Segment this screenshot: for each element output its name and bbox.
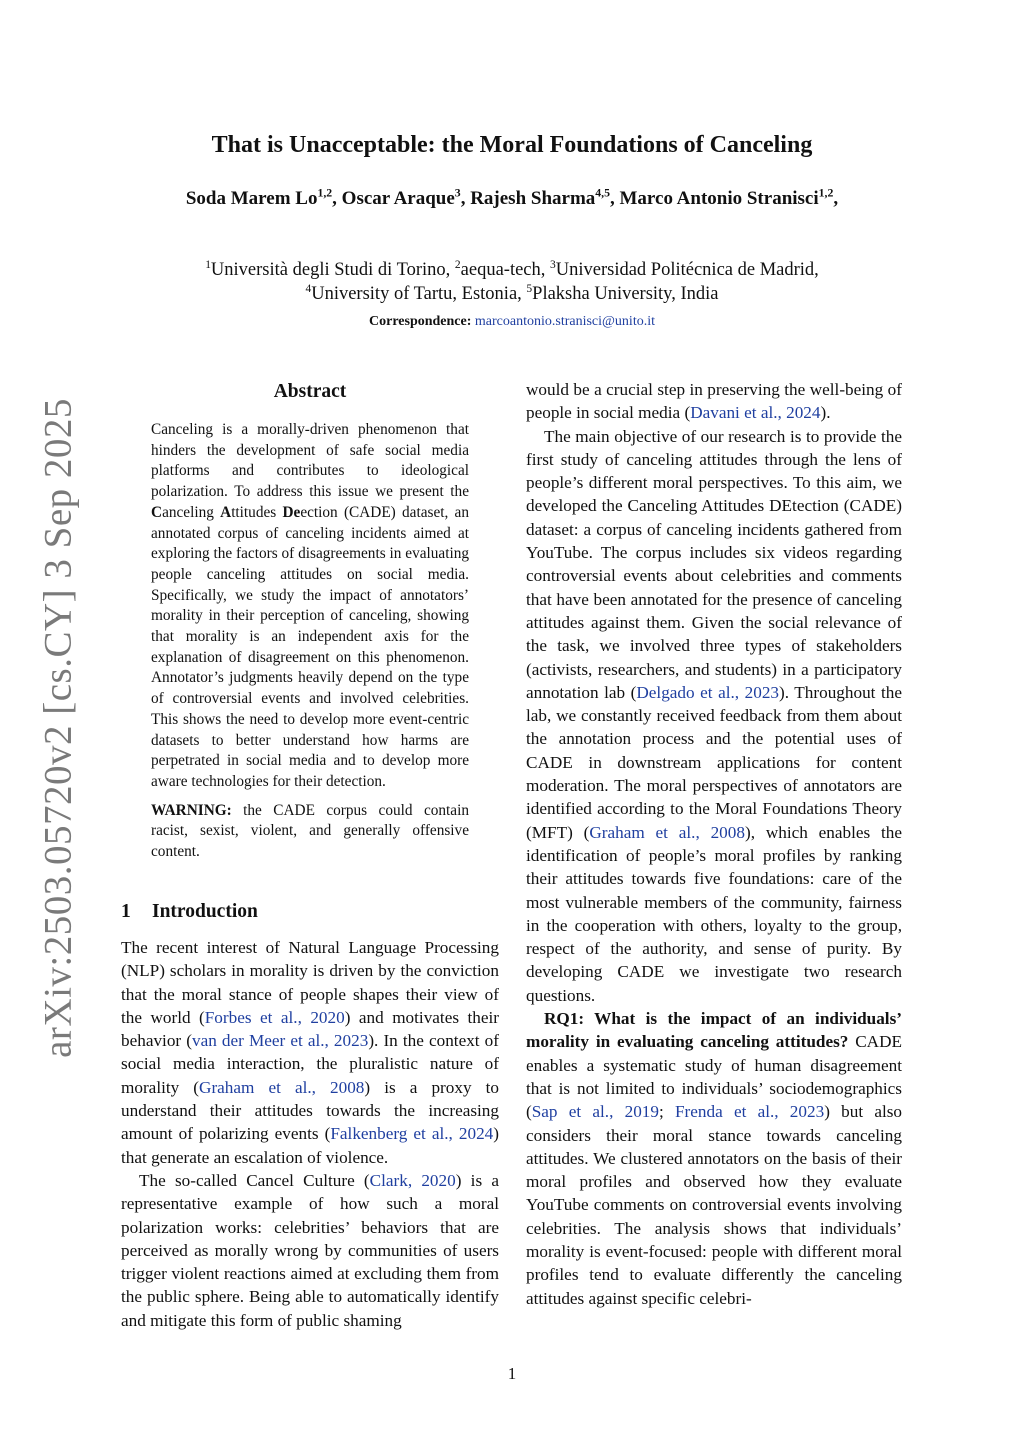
abstract-body bbox=[151, 420, 469, 863]
body-text: ). In the context of social media interaction, the pluralistic nature of morality ( bbox=[121, 1031, 499, 1097]
affiliation-line bbox=[0, 258, 1024, 282]
abstract-text: anceling bbox=[162, 503, 221, 521]
affiliation-separator: , bbox=[814, 260, 819, 280]
citation-link[interactable]: van der Meer et al., 2023 bbox=[191, 1031, 369, 1051]
body-text: ; bbox=[658, 1102, 675, 1122]
citation-link[interactable]: Sap et al., 2019 bbox=[531, 1102, 659, 1122]
affiliation-separator: , bbox=[445, 260, 455, 280]
abstract-text: Canceling is a morally-driven phenomenon that hinders the development of safe social media platforms and contributes to ideological polarization. To address this issue we present the bbox=[151, 421, 469, 501]
author-separator: , bbox=[833, 188, 839, 209]
page-number: 1 bbox=[507, 1364, 517, 1383]
body-text: ) that generate an escalation of violence. bbox=[121, 1124, 499, 1167]
citation-link[interactable]: Forbes et al., 2020 bbox=[204, 1007, 345, 1027]
citation-link[interactable]: Graham et al., 2008 bbox=[199, 1077, 365, 1097]
body-text: The recent interest of Natural Language Processing (NLP) scholars in morality is driven by the conviction that the moral stance of people shapes their view of the world ( bbox=[121, 938, 499, 1027]
affiliation-separator: , bbox=[540, 260, 551, 280]
author-affiliation-mark: 1,2 bbox=[317, 186, 333, 200]
body-paragraph bbox=[121, 1169, 499, 1332]
body-text: The main objective of our research is to provide the first study of canceling attitudes through the lens of people’s different moral perspectives. To this aim, we developed the Canceling Attitudes DEtection (CADE) dataset: a corpus of canceling incidents gathered from YouTube. The corpus includes six videos regarding controversial events about celebrities and comments that have been annotated for the presence of canceling attitudes against them. Given the social relevance of the task, we involved three types of stakeholders (activists, researchers, and students) in a participatory annotation lab ( bbox=[526, 426, 902, 702]
body-paragraph bbox=[526, 378, 902, 425]
body-text: ) is a representative example of how such a moral polarization works: celebrities’ behaviors that are perceived as morally wrong by communities of users trigger violent reactions aimed at excluding them from the public sphere. Being able to automatically identify and mitigate this form of public shaming bbox=[121, 1170, 499, 1330]
author-affiliation-mark: 3 bbox=[454, 186, 461, 200]
author-affiliation-mark: 4,5 bbox=[595, 186, 610, 200]
affiliation-number: 2 bbox=[454, 258, 461, 271]
citation-link[interactable]: Frenda et al., 2023 bbox=[675, 1102, 825, 1122]
acronym-letter: C bbox=[151, 503, 163, 521]
body-text: ) and motivates their behavior ( bbox=[121, 1007, 499, 1051]
author-separator: , bbox=[332, 188, 342, 209]
body-text: ) but also considers their moral stance towards canceling attitudes. We clustered annotators on the basis of their moral profiles and observed how they evaluate YouTube comments on controversial events involving celebrities. The analysis shows that individuals’ morality is event-focused: people with different moral profiles tend to evaluate differently the canceling attitudes against specific celebri- bbox=[526, 1102, 903, 1308]
warning-text: the CADE corpus could contain racist, sexist, violent, and generally offensive content. bbox=[151, 801, 469, 861]
abstract-heading: Abstract bbox=[273, 381, 347, 402]
author-name: Soda Marem Lo bbox=[185, 188, 318, 209]
affiliation-line bbox=[0, 282, 1024, 306]
affiliation-separator: , bbox=[517, 284, 527, 304]
correspondence bbox=[0, 312, 1024, 332]
body-text: ). Throughout the lab, we constantly received feedback from them about the annotation process and the potential uses of CADE in downstream applications for content moderation. The moral perspectives of annotators are identified according to the Moral Foundations Theory (MFT) ( bbox=[526, 682, 902, 842]
section-number: 1 bbox=[121, 901, 131, 922]
warning-label: WARNING: bbox=[151, 801, 232, 819]
author-name: Marco Antonio Stranisci bbox=[619, 188, 819, 209]
left-column-body bbox=[121, 936, 499, 1332]
acronym-letter: De bbox=[282, 503, 301, 521]
affiliation-number: 5 bbox=[526, 282, 533, 295]
author-list bbox=[0, 185, 1024, 213]
correspondence-email-link[interactable]: marcoantonio.stranisci@unito.it bbox=[474, 314, 655, 329]
body-text: ). bbox=[820, 403, 831, 423]
author-name: Rajesh Sharma bbox=[470, 188, 596, 209]
arxiv-identifier: arXiv:2503.05720v2 [cs.CY] 3 Sep 2025 bbox=[36, 398, 80, 1058]
affiliation-number: 3 bbox=[550, 258, 556, 271]
citation-link[interactable]: Clark, 2020 bbox=[369, 1170, 456, 1190]
body-text: The so-called Cancel Culture ( bbox=[139, 1170, 370, 1190]
research-question-label: RQ1: What is the impact of an individuals’ morality in evaluating canceling attitudes? bbox=[526, 1009, 902, 1052]
correspondence-label: Correspondence: bbox=[369, 314, 472, 329]
author-affiliation-mark: 1,2 bbox=[818, 186, 834, 200]
affiliation-name: Università degli Studi di Torino bbox=[210, 260, 446, 280]
citation-link[interactable]: Falkenberg et al., 2024 bbox=[330, 1124, 494, 1144]
body-paragraph bbox=[526, 425, 902, 1007]
body-paragraph bbox=[121, 936, 499, 1169]
right-column-body bbox=[526, 378, 902, 1310]
citation-link[interactable]: Graham et al., 2008 bbox=[589, 822, 745, 842]
author-separator: , bbox=[610, 188, 620, 209]
affiliation-name: Plaksha University, India bbox=[532, 284, 719, 304]
abstract-text: ttitudes bbox=[231, 503, 283, 521]
author-separator: , bbox=[460, 188, 471, 209]
affiliation-name: Universidad Politécnica de Madrid bbox=[555, 260, 815, 280]
body-text: would be a crucial step in preserving the well-being of people in social media ( bbox=[526, 380, 902, 423]
affiliation-name: University of Tartu, Estonia bbox=[311, 284, 518, 304]
author-name: Oscar Araque bbox=[341, 188, 455, 209]
section-heading-introduction bbox=[121, 898, 501, 926]
affiliation-number: 4 bbox=[305, 282, 312, 295]
body-text: ) is a proxy to understand their attitudes towards the increasing amount of polarizing events ( bbox=[121, 1077, 499, 1144]
acronym-letter: A bbox=[220, 503, 232, 521]
research-question-paragraph bbox=[526, 1007, 902, 1310]
citation-link[interactable]: Delgado et al., 2023 bbox=[636, 682, 780, 702]
citation-link[interactable]: Davani et al., 2024 bbox=[690, 403, 821, 423]
body-text: ), which enables the identification of people’s moral profiles by ranking their attitudes towards five foundations: care of the most vulnerable members of the community, fairness in the cooperation with others, loyalty to the group, respect of the authority, and sense of purity. By developing CADE we investigate two research questions. bbox=[526, 822, 903, 1005]
affiliation-name: aequa-tech bbox=[460, 260, 541, 280]
abstract-text: ection (CADE) dataset, an annotated corpus of canceling incidents aimed at exploring the factors of disagreements in evaluating people canceling attitudes on social media. Specifically, we study the impact of annotators’ morality in their perception of canceling, showing that morality is an independent axis for the explanation of disagreement on this phenomenon. Annotator’s judgments heavily depend on the type of controversial events and involved celebrities. This shows the need to develop more event-centric datasets to better understand how harms are perpetrated in social media and to develop more aware technologies for their detection. bbox=[151, 503, 469, 790]
abstract-paragraph bbox=[151, 420, 469, 793]
affiliations bbox=[0, 258, 1024, 306]
warning-paragraph bbox=[151, 801, 469, 863]
section-title: Introduction bbox=[152, 901, 258, 922]
body-text: CADE enables a systematic study of human disagreement that is not limited to individuals’ sociodemographics ( bbox=[526, 1032, 902, 1122]
affiliation-number: 1 bbox=[205, 258, 211, 271]
paper-title: That is Unacceptable: the Moral Foundations of Canceling bbox=[211, 132, 813, 158]
